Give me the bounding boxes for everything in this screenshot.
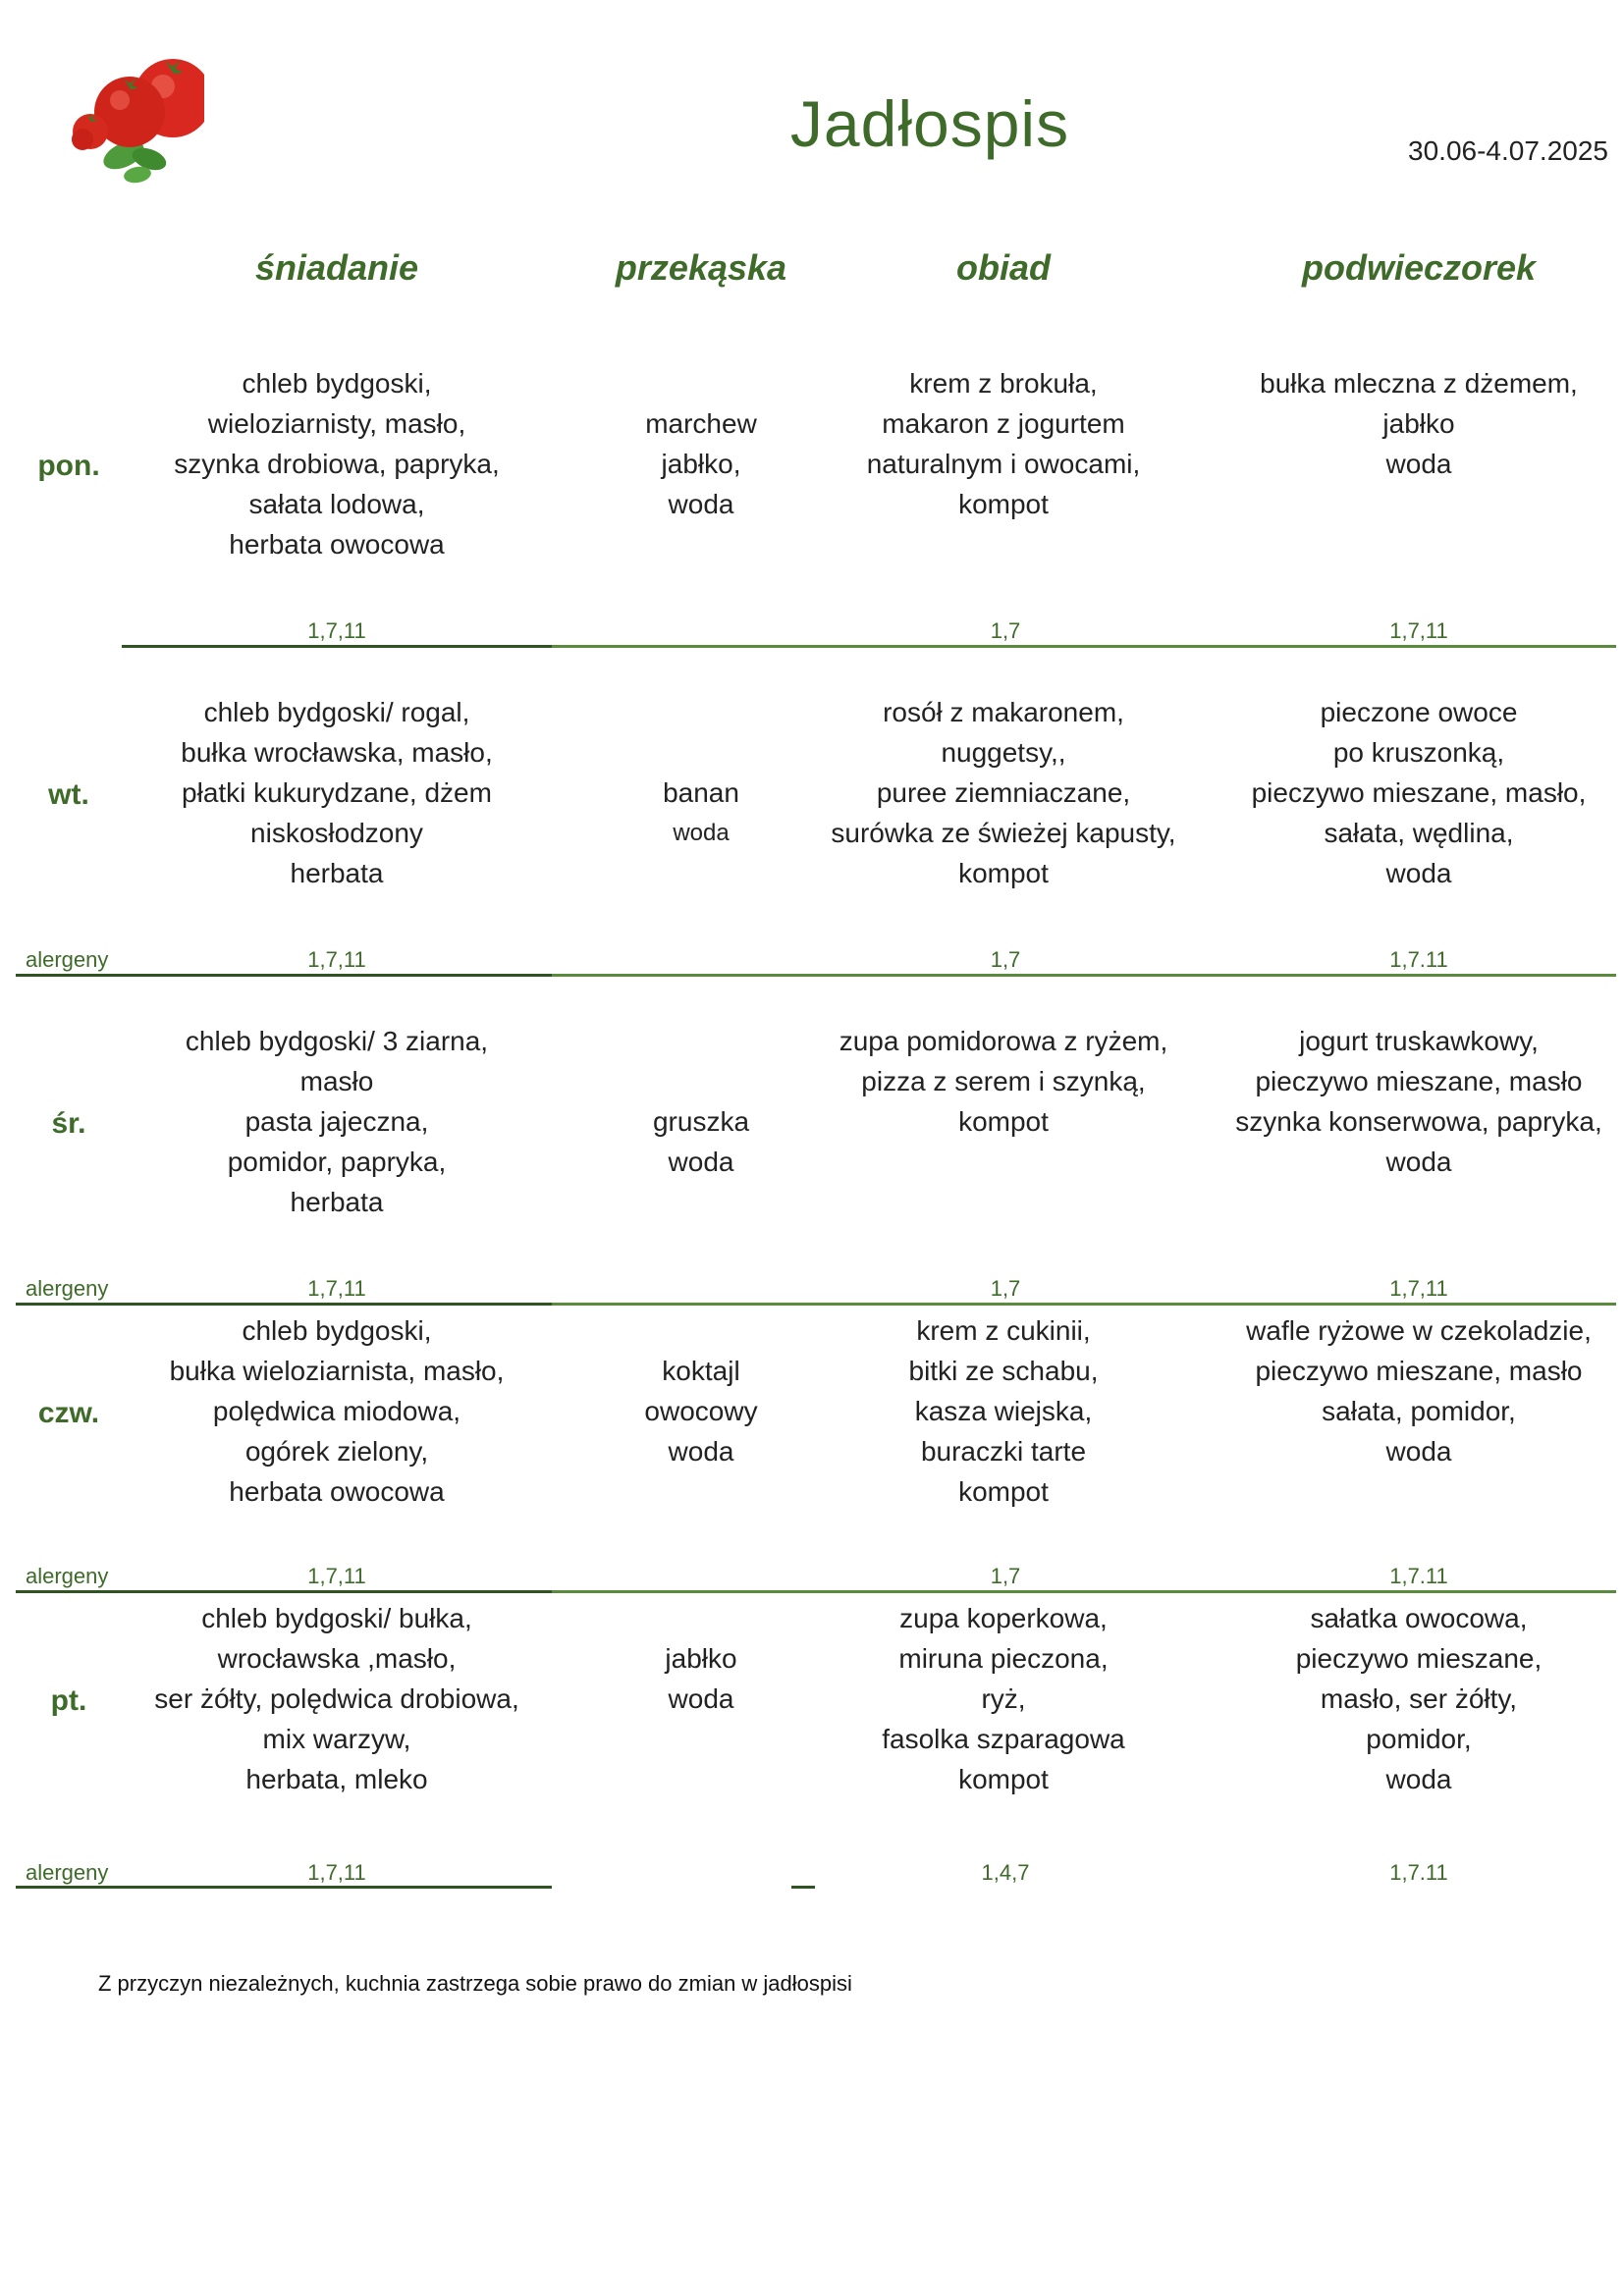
menu-item: woda <box>1385 858 1452 888</box>
allergens-sniadanie: 1,7,11 <box>307 947 366 972</box>
menu-cell-obiad <box>882 1598 1124 1799</box>
allergens-obiad: 1,7 <box>990 1276 1021 1301</box>
menu-item: polędwica miodowa, <box>212 1396 461 1426</box>
menu-item: woda <box>668 489 734 519</box>
menu-item: bułka wieloziarnista, masło, <box>169 1356 505 1386</box>
menu-item: woda <box>1385 449 1452 479</box>
menu-item: kompot <box>958 858 1049 888</box>
menu-cell-sniadanie <box>186 1021 488 1222</box>
menu-item: masło, ser żółty, <box>1320 1683 1518 1714</box>
menu-item: herbata, mleko <box>245 1764 428 1794</box>
column-header-podwieczorek: podwieczorek <box>1301 247 1537 288</box>
menu-item: kompot <box>958 1106 1049 1137</box>
menu-cell-sniadanie <box>170 1310 505 1512</box>
menu-item: bitki ze schabu, <box>908 1356 1099 1386</box>
menu-item: sałata lodowa, <box>248 489 425 519</box>
menu-cell-obiad <box>867 363 1141 524</box>
menu-item: jabłko, <box>661 449 741 479</box>
allergens-podwieczorek: 1,7.11 <box>1389 947 1448 972</box>
menu-item: ser żółty, polędwica drobiowa, <box>154 1683 519 1714</box>
menu-item: kompot <box>958 1764 1049 1794</box>
menu-cell-obiad <box>831 692 1175 893</box>
allergens-podwieczorek: 1,7.11 <box>1389 1860 1448 1885</box>
menu-item: krem z brokuła, <box>909 368 1098 399</box>
menu-cell-sniadanie <box>181 692 492 893</box>
menu-item: pieczywo mieszane, masło, <box>1251 777 1587 808</box>
allergens-sniadanie: 1,7,11 <box>307 1564 366 1588</box>
menu-item: szynka konserwowa, papryka, <box>1235 1106 1602 1137</box>
menu-item: jabłko <box>1382 408 1455 439</box>
menu-item: pasta jajeczna, <box>244 1106 429 1137</box>
menu-item: pieczywo mieszane, masło <box>1255 1066 1583 1096</box>
menu-item: chleb bydgoski, <box>242 368 432 399</box>
menu-item: jogurt truskawkowy, <box>1299 1026 1539 1056</box>
menu-item: koktajl <box>662 1356 740 1386</box>
column-header-sniadanie: śniadanie <box>254 247 419 288</box>
menu-item: woda <box>1385 1436 1452 1467</box>
menu-cell-obiad <box>839 1021 1168 1142</box>
menu-item: woda <box>1385 1147 1452 1177</box>
row-divider <box>16 974 552 977</box>
menu-item: puree ziemniaczane, <box>876 777 1131 808</box>
menu-item: herbata owocowa <box>229 1476 445 1507</box>
menu-item: pieczywo mieszane, masło <box>1255 1356 1583 1386</box>
menu-item: herbata <box>290 858 384 888</box>
menu-cell-podwieczorek <box>1252 692 1587 893</box>
menu-cell-przekaska <box>663 773 739 853</box>
day-label: pt. <box>50 1684 87 1717</box>
menu-item: woda <box>668 1683 734 1714</box>
menu-item: woda <box>1385 1764 1452 1794</box>
menu-item: mix warzyw, <box>262 1724 411 1754</box>
allergens-sniadanie: 1,7,11 <box>307 618 366 643</box>
menu-cell-sniadanie <box>154 1598 518 1799</box>
menu-item: herbata <box>290 1187 384 1217</box>
menu-item: marchew <box>645 408 757 439</box>
menu-item: miruna pieczona, <box>898 1643 1109 1674</box>
day-label: wt. <box>48 778 89 811</box>
menu-item: szynka drobiowa, papryka, <box>174 449 500 479</box>
row-divider <box>552 1303 1616 1306</box>
allergens-podwieczorek: 1,7.11 <box>1389 1564 1448 1588</box>
menu-item: nuggetsy,, <box>941 737 1066 768</box>
menu-item: niskosłodzony <box>250 818 423 848</box>
menu-cell-sniadanie <box>174 363 500 564</box>
menu-item: wieloziarnisty, masło, <box>207 408 466 439</box>
row-divider <box>16 1886 552 1889</box>
menu-item: płatki kukurydzane, dżem <box>182 777 492 808</box>
menu-item: sałatka owocowa, <box>1310 1603 1528 1633</box>
menu-item: masło <box>299 1066 374 1096</box>
row-divider <box>552 645 1616 648</box>
menu-item: pomidor, papryka, <box>227 1147 447 1177</box>
menu-item: po kruszonką, <box>1332 737 1505 768</box>
menu-item: pomidor, <box>1366 1724 1472 1754</box>
page-title: Jadłospis <box>789 87 1070 160</box>
menu-item: bułka mleczna z dżemem, <box>1260 368 1578 399</box>
menu-item: chleb bydgoski, <box>242 1315 432 1346</box>
day-label: pon. <box>37 450 100 482</box>
column-header-przekaska: przekąska <box>615 247 787 288</box>
allergens-label: alergeny <box>26 947 109 972</box>
menu-item: pizza z serem i szynką, <box>861 1066 1146 1096</box>
menu-item: kompot <box>958 1476 1049 1507</box>
menu-item: krem z cukinii, <box>916 1315 1091 1346</box>
menu-cell-podwieczorek <box>1246 1310 1592 1471</box>
menu-item: chleb bydgoski/ bułka, <box>201 1603 472 1633</box>
menu-cell-przekaska <box>645 403 757 524</box>
menu-cell-przekaska <box>653 1101 749 1182</box>
menu-item: sałata, pomidor, <box>1322 1396 1516 1426</box>
allergens-sniadanie: 1,7,11 <box>307 1860 366 1885</box>
menu-item: fasolka szparagowa <box>882 1724 1125 1754</box>
menu-item: zupa pomidorowa z ryżem, <box>839 1026 1168 1056</box>
menu-item: banan <box>663 777 739 808</box>
menu-item: kasza wiejska, <box>914 1396 1093 1426</box>
menu-item: surówka ze świeżej kapusty, <box>831 818 1176 848</box>
day-label: śr. <box>51 1107 86 1140</box>
menu-item: jabłko <box>665 1643 737 1674</box>
menu-cell-podwieczorek <box>1235 1021 1602 1182</box>
menu-item: chleb bydgoski/ rogal, <box>203 697 470 727</box>
menu-cell-przekaska <box>665 1638 736 1719</box>
menu-item: kompot <box>958 489 1049 519</box>
menu-item: owocowy <box>644 1396 758 1426</box>
menu-item: pieczywo mieszane, <box>1295 1643 1543 1674</box>
menu-item: makaron z jogurtem <box>882 408 1125 439</box>
menu-item: woda <box>668 1147 734 1177</box>
allergens-obiad: 1,7 <box>990 1564 1021 1588</box>
menu-item: woda <box>673 820 730 846</box>
menu-cell-podwieczorek <box>1296 1598 1543 1799</box>
allergens-obiad: 1,7 <box>990 618 1021 643</box>
menu-item: ogórek zielony, <box>244 1436 429 1467</box>
allergens-label: alergeny <box>26 1860 109 1885</box>
allergens-podwieczorek: 1,7,11 <box>1389 618 1448 643</box>
date-range: 30.06-4.07.2025 <box>1408 135 1608 166</box>
allergens-label: alergeny <box>26 1276 109 1301</box>
row-divider <box>16 1590 552 1593</box>
menu-item: wafle ryżowe w czekoladzie, <box>1246 1315 1592 1346</box>
menu-item: buraczki tarte <box>920 1436 1087 1467</box>
menu-item: zupa koperkowa, <box>899 1603 1108 1633</box>
row-divider <box>16 1303 552 1306</box>
menu-cell-podwieczorek <box>1260 363 1578 484</box>
menu-item: gruszka <box>652 1106 750 1137</box>
menu-item: rosół z makaronem, <box>883 697 1124 727</box>
column-header-obiad: obiad <box>956 247 1051 288</box>
allergens-label: alergeny <box>26 1564 109 1588</box>
menu-item: ryż, <box>981 1683 1026 1714</box>
menu-cell-przekaska <box>644 1351 757 1471</box>
allergens-sniadanie: 1,7,11 <box>307 1276 366 1301</box>
row-divider <box>552 974 1616 977</box>
row-divider <box>122 645 552 648</box>
allergens-obiad: 1,7 <box>990 947 1021 972</box>
day-label: czw. <box>37 1397 100 1429</box>
footer-note: Z przyczyn niezależnych, kuchnia zastrzega sobie prawo do zmian w jadłospisi <box>98 1971 852 1996</box>
menu-item: sałata, wędlina, <box>1324 818 1514 848</box>
menu-item: herbata owocowa <box>229 529 445 560</box>
row-divider <box>552 1590 1616 1593</box>
menu-item: woda <box>668 1436 734 1467</box>
menu-item: pieczone owoce <box>1320 697 1518 727</box>
menu-cell-obiad <box>909 1310 1099 1512</box>
row-divider <box>791 1886 815 1889</box>
menu-item: wrocławska ,masło, <box>217 1643 457 1674</box>
allergens-obiad: 1,4,7 <box>981 1860 1030 1885</box>
allergens-podwieczorek: 1,7,11 <box>1389 1276 1448 1301</box>
menu-item: naturalnym i owocami, <box>866 449 1141 479</box>
menu-item: chleb bydgoski/ 3 ziarna, <box>185 1026 489 1056</box>
menu-item: bułka wrocławska, masło, <box>181 737 493 768</box>
